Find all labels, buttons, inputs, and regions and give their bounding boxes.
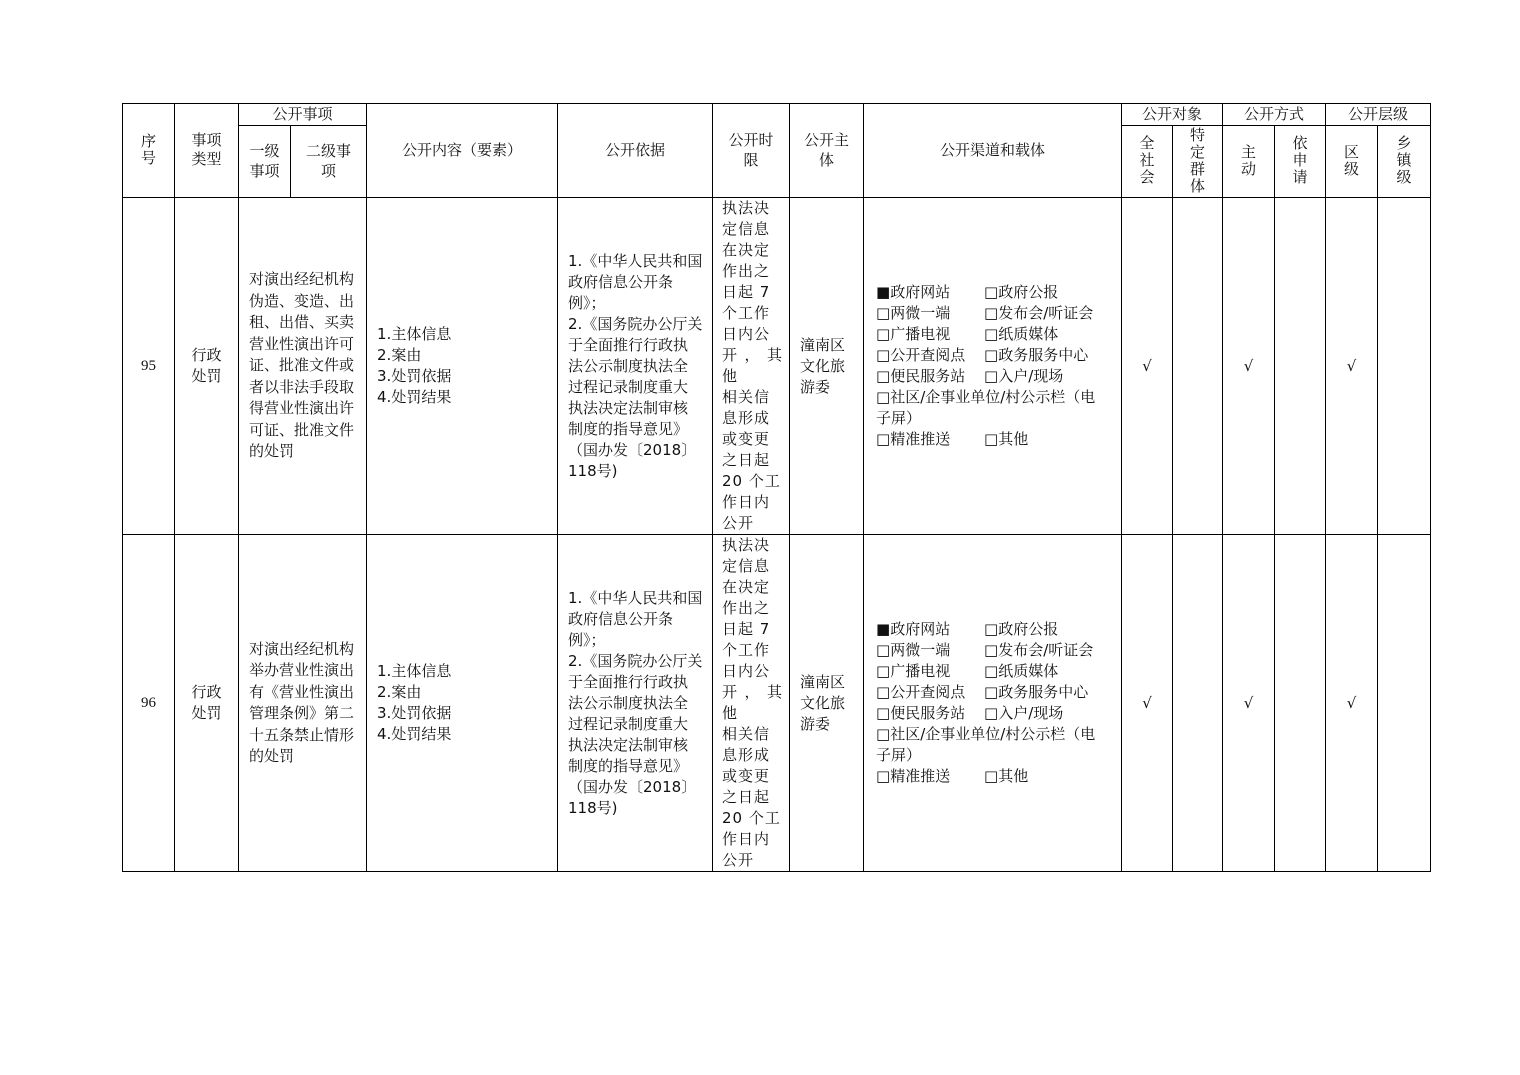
- channel-option: □公开查阅点: [876, 683, 966, 701]
- header-specific-group: 特定群体: [1173, 126, 1223, 198]
- channel-option: □精准推送: [876, 767, 951, 785]
- table-row: [123, 535, 1431, 872]
- type-cell: 行政处罚: [175, 198, 239, 535]
- seq-cell: 95: [123, 198, 175, 535]
- header-matter-group: 公开事项: [239, 104, 367, 126]
- time-limit-cell: 执法决 定信息 在决定 作出之 日起 7 个工作 日内公 开，其他 相关信 息形成 或变更 之日起 20 个工 作日内 公开: [713, 198, 790, 535]
- channel-option: □便民服务站: [876, 704, 966, 722]
- header-township: 乡镇级: [1378, 126, 1431, 198]
- channel-option: □入户/现场: [984, 704, 1064, 722]
- channel-option: □两微一端: [876, 304, 951, 322]
- seq-cell: 96: [123, 535, 175, 872]
- on-request-check: [1275, 535, 1326, 872]
- header-all-society: 全社会: [1122, 126, 1173, 198]
- district-check: √: [1326, 535, 1378, 872]
- channel-option: □精准推送: [876, 430, 951, 448]
- channel-option: □其他: [984, 767, 1029, 785]
- header-level1: 一级事项: [239, 126, 291, 198]
- channel-option: □纸质媒体: [984, 325, 1059, 343]
- header-on-request: 依申请: [1275, 126, 1326, 198]
- header-basis: 公开依据: [558, 104, 713, 198]
- active-check: √: [1223, 535, 1275, 872]
- header-method-group: 公开方式: [1223, 104, 1326, 126]
- district-check: √: [1326, 198, 1378, 535]
- channel-option: □广播电视: [876, 325, 951, 343]
- channel-option: □社区/企事业单位/村公示栏（电子屏）: [876, 388, 1096, 427]
- all-society-check: √: [1122, 198, 1173, 535]
- channel-option: □广播电视: [876, 662, 951, 680]
- header-content: 公开内容（要素）: [367, 104, 558, 198]
- channel-option: □社区/企事业单位/村公示栏（电子屏）: [876, 725, 1096, 764]
- channel-option: □发布会/听证会: [984, 641, 1094, 659]
- content-cell: 1.主体信息 2.案由 3.处罚依据 4.处罚结果: [367, 535, 558, 872]
- channel-cell: [864, 198, 1122, 535]
- channel-option: □便民服务站: [876, 367, 966, 385]
- on-request-check: [1275, 198, 1326, 535]
- township-check: [1378, 198, 1431, 535]
- content-cell: 1.主体信息 2.案由 3.处罚依据 4.处罚结果: [367, 198, 558, 535]
- channel-option: □公开查阅点: [876, 346, 966, 364]
- channel-cell: [864, 535, 1122, 872]
- type-cell: 行政处罚: [175, 535, 239, 872]
- header-district: 区级: [1326, 126, 1378, 198]
- basis-cell: 1.《中华人民共和国 政府信息公开条 例》； 2.《国务院办公厅关 于全面推行行政执 法公示制度执法全 过程记录制度重大 执法决定法制审核 制度的指导意见》 （国办发〔2018〕 118号): [558, 198, 713, 535]
- basis-cell: 1.《中华人民共和国 政府信息公开条 例》； 2.《国务院办公厅关 于全面推行行政执 法公示制度执法全 过程记录制度重大 执法决定法制审核 制度的指导意见》 （国办发〔2018〕 118号): [558, 535, 713, 872]
- subject-cell: 潼南区 文化旅 游委: [790, 198, 864, 535]
- channel-option: ■政府网站: [876, 620, 951, 638]
- header-active: 主动: [1223, 126, 1275, 198]
- specific-group-check: [1173, 198, 1223, 535]
- item-cell: 对演出经纪机构举办营业性演出有《营业性演出管理条例》第二十五条禁止情形的处罚: [239, 535, 367, 872]
- channel-option: □两微一端: [876, 641, 951, 659]
- all-society-check: √: [1122, 535, 1173, 872]
- disclosure-table: [122, 103, 1431, 872]
- channel-option: □政府公报: [984, 283, 1059, 301]
- header-type: 事项类型: [175, 104, 239, 198]
- channel-option: □政务服务中心: [984, 346, 1089, 364]
- header-time-limit: 公开时限: [713, 104, 790, 198]
- township-check: [1378, 535, 1431, 872]
- channel-option: □政府公报: [984, 620, 1059, 638]
- item-cell: 对演出经纪机构伪造、变造、出租、出借、买卖营业性演出许可证、批准文件或者以非法手段取得营业性演出许可证、批准文件的处罚: [239, 198, 367, 535]
- header-seq: 序号: [123, 104, 175, 198]
- active-check: √: [1223, 198, 1275, 535]
- subject-cell: 潼南区 文化旅 游委: [790, 535, 864, 872]
- header-level2: 二级事项: [291, 126, 367, 198]
- header-subject: 公开主体: [790, 104, 864, 198]
- channel-option: ■政府网站: [876, 283, 951, 301]
- channel-option: □发布会/听证会: [984, 304, 1094, 322]
- channel-option: □其他: [984, 430, 1029, 448]
- table-row: [123, 198, 1431, 535]
- channel-option: □入户/现场: [984, 367, 1064, 385]
- header-target-group: 公开对象: [1122, 104, 1223, 126]
- channel-option: □纸质媒体: [984, 662, 1059, 680]
- time-limit-cell: 执法决 定信息 在决定 作出之 日起 7 个工作 日内公 开，其他 相关信 息形成 或变更 之日起 20 个工 作日内 公开: [713, 535, 790, 872]
- specific-group-check: [1173, 535, 1223, 872]
- channel-option: □政务服务中心: [984, 683, 1089, 701]
- header-channel: 公开渠道和载体: [864, 104, 1122, 198]
- header-level-group: 公开层级: [1326, 104, 1431, 126]
